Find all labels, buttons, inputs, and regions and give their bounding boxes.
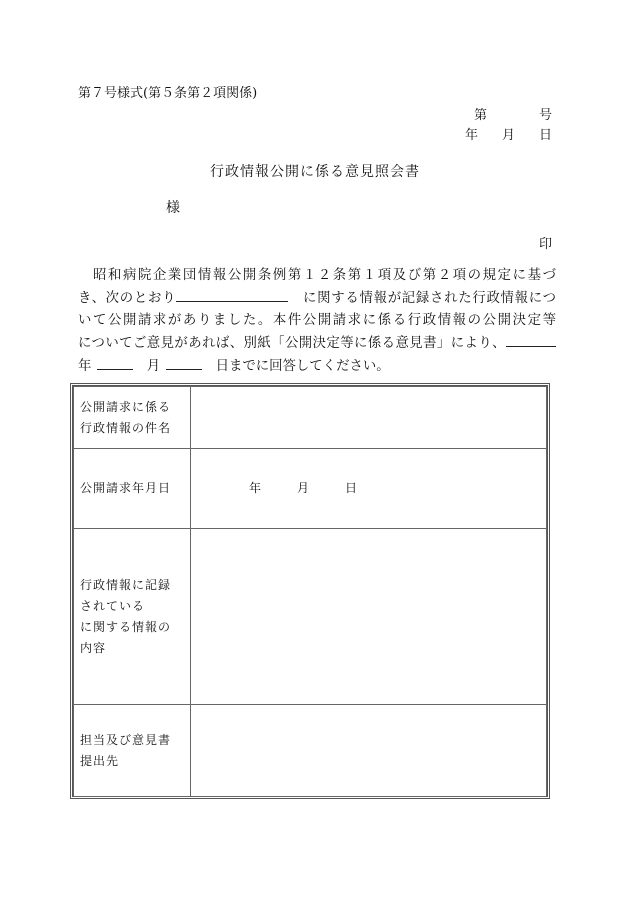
date-year: 年 [464, 128, 478, 143]
information-table [70, 383, 550, 799]
date-day: 日 [538, 128, 552, 143]
addressee: 様 [166, 200, 180, 216]
body-line-1: 昭和病院企業団情報公開条例第１２条第１項及び第２項の規定に基づ [93, 268, 557, 283]
subject-field[interactable] [191, 387, 547, 449]
request-date-year: 年 [249, 481, 262, 495]
body-line-4: についてご意見があれば、別紙「公開決定等に係る意見書」により、 [78, 332, 556, 355]
table-row [74, 449, 547, 529]
document-title: 行政情報公開に係る意見照会書 [210, 164, 420, 180]
request-date-month: 月 [297, 481, 310, 495]
deadline-month-blank[interactable] [166, 355, 202, 370]
deadline-year-blank[interactable] [97, 355, 133, 370]
date-month: 月 [501, 128, 515, 143]
row-label-contact: 担当及び意見書 提出先 [74, 705, 191, 797]
seal-mark: 印 [538, 237, 552, 252]
body-line-2: き、次のとおり に関する情報が記録された行政情報につ [78, 287, 556, 310]
request-date-day: 日 [345, 481, 358, 495]
request-date-field[interactable] [191, 449, 547, 529]
body-line-5: 年 月 日までに回答してください。 [78, 355, 556, 378]
body-text [78, 265, 556, 378]
contact-field[interactable] [191, 705, 547, 797]
row-label-content: 行政情報に記録 されている に関する情報の 内容 [74, 529, 191, 705]
body-line-3: いて公開請求がありました。本件公開請求に係る行政情報の公開決定等 [78, 313, 556, 328]
form-number: 第７号様式(第５条第２項関係) [78, 86, 258, 101]
row-label-subject: 公開請求に係る 行政情報の件名 [74, 387, 191, 449]
content-field[interactable] [191, 529, 547, 705]
doc-no-prefix: 第 [473, 108, 487, 123]
document-number-line [474, 104, 552, 123]
table-row [74, 529, 547, 705]
row-label-request-date: 公開請求年月日 [74, 449, 191, 529]
issue-date-line [465, 124, 552, 143]
doc-no-suffix: 号 [538, 108, 552, 123]
subject-blank[interactable] [176, 287, 288, 302]
deadline-era-blank[interactable] [506, 332, 556, 347]
table-row [74, 387, 547, 449]
table-row [74, 705, 547, 797]
